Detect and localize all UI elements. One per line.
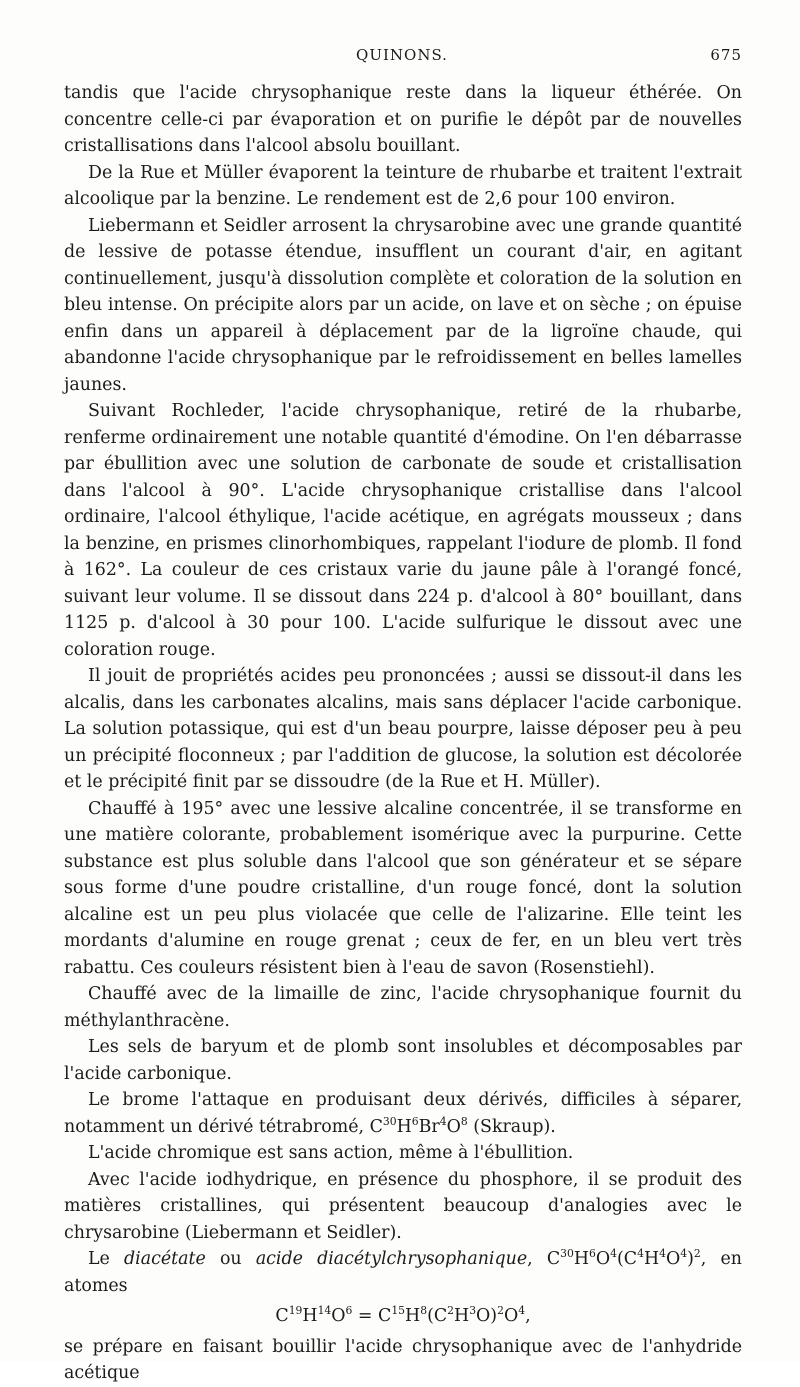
paragraph: Chauffé à 195° avec une lessive alcaline concentrée, il se transforme en une matière colorante, probablement isomérique avec la purpurine. Cette substance est plus soluble dans l'alcool que son générateur et se sépare sous forme d'une poudre cristalline, d'un rouge foncé, dont la solution alcaline est un peu plus violacée que celle de l'alizarine. Elle teint les mordants d'alumine en rouge grenat ; ceux de fer, en un bleu vert très rabattu. Ces couleurs résistent bien à l'eau de savon (Rosenstiehl). — [64, 798, 742, 978]
paragraph: se prépare en faisant bouillir l'acide chrysophanique avec de l'anhydride acétique — [64, 1336, 742, 1383]
paragraph: De la Rue et Müller évaporent la teinture de rhubarbe et traitent l'extrait alcoolique par la benzine. Le rendement est de 2,6 pour 100 environ. — [64, 162, 742, 209]
paragraph-diacetate: Le diacétate ou acide diacétylchrysophanique, $C^{30}H^6O^4(C^4H^4O^4)^2$, en atomes — [64, 1247, 742, 1296]
chemical-formula: $C^{19}H^{14}O^6 = C^{15}H^8(C^2H^3O)^2O^4$, — [275, 1304, 531, 1326]
paragraph: L'acide chromique est sans action, même à l'ébullition. — [88, 1143, 574, 1163]
running-title: QUINONS. — [356, 46, 448, 64]
running-header — [62, 46, 742, 70]
paragraph: Chauffé avec de la limaille de zinc, l'acide chrysophanique fournit du méthylanthracène. — [64, 984, 742, 1031]
paragraph: Suivant Rochleder, l'acide chrysophanique, retiré de la rhubarbe, renferme ordinairement une notable quantité d'émodine. On l'en débarrasse par ébullition avec une solution de carbonate de soude et cristallisation dans l'alcool à 90°. L'acide chrysophanique cristallise dans l'alcool ordinaire, l'alcool éthylique, l'acide acétique, en agrégats mousseux ; dans la benzine, en prismes clinorhombiques, rappelant l'iodure de plomb. Il fond à 162°. La couleur de ces cristaux varie du jaune pâle à l'orangé foncé, suivant leur volume. Il se dissout dans 224 p. d'alcool à 80° bouillant, dans 1125 p. d'alcool à 30 pour 100. L'acide sulfurique le dissout avec une coloration rouge. — [64, 401, 742, 660]
paragraph: tandis que l'acide chrysophanique reste dans la liqueur éthérée. On concentre celle-ci par évaporation et on purifie le dépôt par de nouvelles cristallisations dans l'alcool absolu bouillant. — [64, 83, 742, 156]
paragraph: Liebermann et Seidler arrosent la chrysarobine avec une grande quantité de lessive de potasse étendue, insufflent un courant d'air, en agitant continuellement, jusqu'à dissolution complète et coloration de la solution en bleu intense. On précipite alors par un acide, on lave et on sèche ; on épuise enfin dans un appareil à déplacement par de la ligroïne chaude, qui abandonne l'acide chrysophanique par le refroidissement en belles lamelles jaunes. — [64, 215, 742, 395]
paragraph: Avec l'acide iodhydrique, en présence du phosphore, il se produit des matières cristallines, qui présentent beaucoup d'analogies avec le chrysarobine (Liebermann et Seidler). — [64, 1169, 742, 1243]
body-text — [64, 80, 742, 1387]
paragraph: Il jouit de propriétés acides peu prononcées ; aussi se dissout-il dans les alcalis, dans les carbonates alcalins, mais sans déplacer l'acide carbonique. La solution potassique, qui est d'un beau pourpre, laisse déposer peu à peu un précipité floconneux ; par l'addition de glucose, la solution est décolorée et le précipité finit par se dissoudre (de la Rue et H. Müller). — [64, 666, 742, 792]
page-number: 675 — [710, 46, 742, 64]
paragraph-bromine: Le brome l'attaque en produisant deux dérivés, difficiles à séparer, notamment un dérivé tétrabromé, $C^{30}H^6Br^4O^8$ (Skraup). — [64, 1090, 742, 1137]
paragraph: Les sels de baryum et de plomb sont insolubles et décomposables par l'acide carbonique. — [64, 1037, 742, 1084]
